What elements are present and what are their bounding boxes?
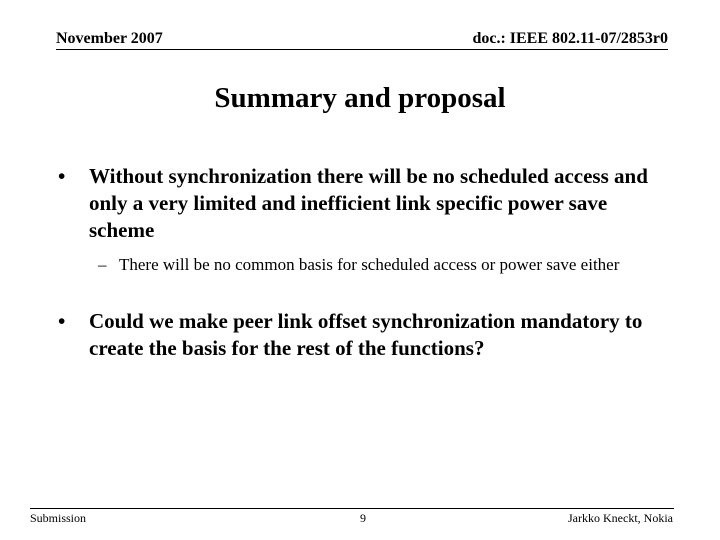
footer-divider [30, 508, 674, 509]
slide-title: Summary and proposal [214, 82, 506, 114]
footer-submission-label: Submission [30, 511, 87, 525]
sub-bullet-marker: – [98, 255, 107, 274]
footer-author: Jarkko Kneckt, Nokia [568, 511, 673, 525]
header-divider [56, 49, 668, 50]
header-date: November 2007 [56, 30, 163, 47]
bullet-item [58, 308, 668, 362]
bullet-marker: • [58, 164, 66, 188]
sub-bullet-item [98, 254, 668, 276]
header-document-id: doc.: IEEE 802.11-07/2853r0 [472, 30, 668, 47]
sub-bullet-text: There will be no common basis for scheduled access or power save either [119, 255, 620, 274]
footer-page-number: 9 [360, 511, 366, 525]
bullet-text: Could we make peer link offset synchronization mandatory to create the basis for the rest of the functions? [89, 309, 643, 360]
bullet-item [58, 163, 668, 244]
slide-header [56, 30, 668, 50]
bullet-text: Without synchronization there will be no scheduled access and only a very limited and inefficient link specific power save scheme [89, 164, 648, 242]
bullet-marker: • [58, 309, 66, 333]
